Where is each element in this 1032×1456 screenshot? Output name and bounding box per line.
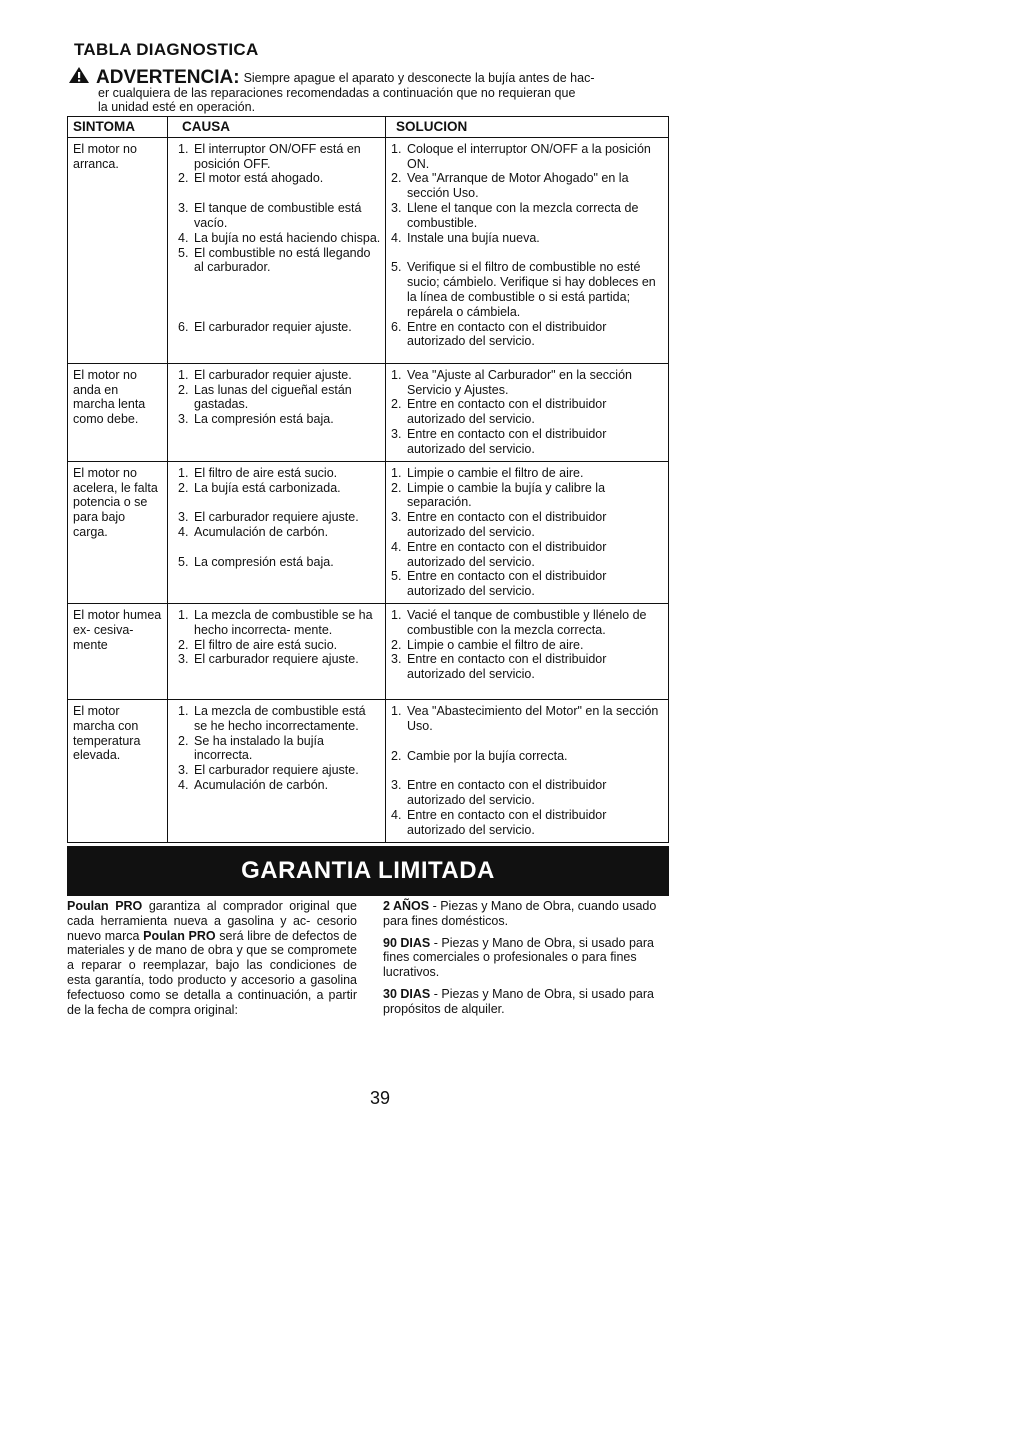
warning-text-line1: Siempre apague el aparato y desconecte la bujía antes de hac- [243, 71, 595, 85]
solucion-cell: 1. Limpie o cambie el filtro de aire. 2. Limpie o cambie la bujía y calibre la separación. 3. Entre en contacto con el distribuidor autorizado del servicio. 4. Entre en contacto con el distribuidor autorizado del servicio. 5. Entre en contacto con el distribuidor autorizado del servicio. [386, 461, 669, 603]
warning-triangle-icon [68, 66, 90, 84]
warranty-term [383, 899, 671, 929]
warranty-term [383, 936, 671, 980]
solucion-item: Vea "Arranque de Motor Ahogado" en la sección Uso. [407, 171, 629, 201]
causa-cell: 1. La mezcla de combustible está se he hecho incorrectamente. 2. Se ha instalado la bujía incorrecta. 3. El carburador requiere ajuste. 4. Acumulación de carbón. [168, 699, 386, 842]
causa-cell: 1. El interruptor ON/OFF está en posición OFF. 2. El motor está ahogado. 3. El tanque de combustible está vacío. 4. La bujía no está haciendo chispa. 5. El combustible no está llegando al carburador. 6. El carburador requier ajuste. [168, 137, 386, 363]
warranty-intro-text-a: garantiza al comprador original que cada herramienta nueva a gasolina y ac- cesorio nuevo marca [67, 899, 357, 943]
causa-item: La mezcla de combustible está se he hecho incorrectamente. [194, 703, 366, 733]
causa-item: El interruptor ON/OFF está en posición OFF. [194, 141, 361, 171]
term-text: - Piezas y Mano de Obra, cuando usado para fines domésticos. [383, 899, 657, 928]
causa-item: El tanque de combustible está vacío. [194, 201, 362, 230]
table-row [68, 137, 669, 363]
solucion-cell: 1. Vacié el tanque de combustible y llénelo de combustible con la mezcla correcta. 2. Limpie o cambie el filtro de aire. 3. Entre en contacto con el distribuidor autorizado del servicio. [386, 603, 669, 699]
causa-item: El carburador requier ajuste. [194, 320, 352, 335]
causa-item: La bujía está carbonizada. [194, 480, 341, 495]
causa-item: El filtro de aire está sucio. [194, 637, 338, 652]
warning-text-line2: er cualquiera de las reparaciones recomendadas a continuación que no requieran que [98, 85, 576, 100]
warranty-banner: GARANTIA LIMITADA [67, 846, 669, 896]
term-text: - Piezas y Mano de Obra, si usado para propósitos de alquiler. [383, 986, 654, 1016]
causa-item: El carburador requiere ajuste. [194, 652, 359, 667]
causa-item: El motor está ahogado. [194, 171, 324, 186]
solucion-item: Entre en contacto con el distribuidor autorizado del servicio. [407, 397, 607, 427]
term-label: 90 DIAS [383, 935, 431, 950]
table-row [68, 461, 669, 603]
sintoma-cell: El motor no acelera, le falta potencia o se para bajo carga. [68, 461, 168, 603]
header-causa: CAUSA [168, 117, 386, 138]
solucion-item: Cambie por la bujía correcta. [407, 748, 568, 763]
warranty-intro [67, 899, 357, 1017]
causa-item: Se ha instalado la bujía incorrecta. [194, 733, 324, 763]
sintoma-cell: El motor humea ex- cesiva- mente [68, 603, 168, 699]
causa-cell: 1. El carburador requier ajuste. 2. Las lunas del cigueñal están gastadas. 3. La compresión está baja. [168, 363, 386, 461]
table-row [68, 363, 669, 461]
solucion-item: Entre en contacto con el distribuidor autorizado del servicio. [407, 539, 607, 569]
causa-item: El filtro de aire está sucio. [194, 465, 338, 480]
causa-item: El carburador requiere ajuste. [194, 763, 359, 778]
solucion-item: Entre en contacto con el distribuidor autorizado del servicio. [407, 778, 607, 808]
term-text: - Piezas y Mano de Obra, si usado para fines comerciales o profesionales o para fines lucrativos. [383, 935, 654, 980]
warning-text-line3: la unidad esté en operación. [98, 100, 256, 114]
causa-item: La compresión está baja. [194, 412, 334, 427]
term-label: 30 DIAS [383, 986, 431, 1001]
solucion-item: Limpie o cambie la bujía y calibre la separación. [407, 480, 606, 510]
warranty-term [383, 987, 671, 1017]
solucion-item: Vea "Abastecimiento del Motor" en la sección Uso. [407, 703, 659, 733]
brand-name: Poulan PRO [143, 928, 216, 943]
solucion-cell: 1. Coloque el interruptor ON/OFF a la posición ON. 2. Vea "Arranque de Motor Ahogado" en la sección Uso. 3. Llene el tanque con la mezcla correcta de combustible. 4. Instale una bujía nueva. 5. Verifique si el filtro de combustible no esté sucio; cámbielo. Verifique si hay dobleces en la línea de combustible o si está partida; repárela o cámbiela. 6. Entre en contacto con el distribuidor autorizado del servicio. [386, 137, 669, 363]
sintoma-cell: El motor no arranca. [68, 137, 168, 363]
solucion-item: Limpie o cambie el filtro de aire. [407, 637, 584, 652]
causa-item: La bujía no está haciendo chispa. [194, 230, 381, 245]
page-title: TABLA DIAGNOSTICA [74, 40, 259, 59]
causa-item: El carburador requier ajuste. [194, 367, 352, 382]
solucion-cell: 1. Vea "Abastecimiento del Motor" en la sección Uso. 2. Cambie por la bujía correcta. 3. Entre en contacto con el distribuidor autorizado del servicio. 4. Entre en contacto con el distribuidor autorizado del servicio. [386, 699, 669, 842]
causa-cell: 1. La mezcla de combustible se ha hecho incorrecta- mente. 2. El filtro de aire está sucio. 3. El carburador requiere ajuste. [168, 603, 386, 699]
causa-item: El combustible no está llegando al carburador. [194, 245, 371, 275]
causa-cell: 1. El filtro de aire está sucio. 2. La bujía está carbonizada. 3. El carburador requiere ajuste. 4. Acumulación de carbón. 5. La compresión está baja. [168, 461, 386, 603]
solucion-cell: 1. Vea "Ajuste al Carburador" en la sección Servicio y Ajustes. 2. Entre en contacto con el distribuidor autorizado del servicio. 3. Entre en contacto con el distribuidor autorizado del servicio. [386, 363, 669, 461]
solucion-item: Entre en contacto con el distribuidor autorizado del servicio. [407, 426, 607, 456]
warranty-intro-text-b: será libre de defectos de materiales y de mano de obra y que se compromete a reparar o reemplazar, bajo las condiciones de esta garantía, todo producto y accesorio a gasolina fefectuoso como se detalla a continuación, a partir de la fecha de compra original: [67, 928, 357, 1017]
causa-item: La compresión está baja. [194, 554, 334, 569]
solucion-item: Coloque el interruptor ON/OFF a la posición ON. [407, 141, 651, 171]
causa-item: El carburador requiere ajuste. [194, 510, 359, 525]
term-label: 2 AÑOS [383, 899, 430, 913]
table-row [68, 699, 669, 842]
warranty-terms [383, 899, 671, 1024]
table-row [68, 603, 669, 699]
solucion-item: Llene el tanque con la mezcla correcta de combustible. [407, 200, 639, 230]
solucion-item: Entre en contacto con el distribuidor autorizado del servicio. [407, 807, 607, 837]
causa-item: Acumulación de carbón. [194, 777, 329, 792]
causa-item: Las lunas del cigueñal están gastadas. [194, 382, 352, 412]
solucion-item: Entre en contacto con el distribuidor autorizado del servicio. [407, 510, 607, 539]
solucion-item: Entre en contacto con el distribuidor autorizado del servicio. [407, 652, 607, 682]
brand-name: Poulan PRO [67, 899, 143, 913]
warning-label: ADVERTENCIA: [96, 67, 240, 88]
sintoma-cell: El motor marcha con temperatura elevada. [68, 699, 168, 842]
causa-item: La mezcla de combustible se ha hecho incorrecta- mente. [194, 607, 373, 637]
solucion-item: Entre en contacto con el distribuidor autorizado del servicio. [407, 569, 607, 599]
solucion-item: Instale una bujía nueva. [407, 230, 540, 245]
warning-block [68, 66, 648, 115]
solucion-item: Limpie o cambie el filtro de aire. [407, 465, 584, 480]
table-header-row [68, 117, 669, 138]
header-sintoma: SINTOMA [68, 117, 168, 138]
solucion-item: Vacié el tanque de combustible y llénelo de combustible con la mezcla correcta. [407, 607, 647, 637]
diagnostic-table [67, 116, 669, 843]
solucion-item: Verifique si el filtro de combustible no esté sucio; cámbielo. Verifique si hay dobleces en la línea de combustible o si está partida; repárela o cámbiela. [407, 260, 656, 319]
page-number: 39 [369, 1088, 391, 1108]
solucion-item: Vea "Ajuste al Carburador" en la sección Servicio y Ajustes. [407, 367, 632, 397]
sintoma-cell: El motor no anda en marcha lenta como debe. [68, 363, 168, 461]
header-solucion: SOLUCION [386, 117, 669, 138]
solucion-item: Entre en contacto con el distribuidor autorizado del servicio. [407, 319, 607, 349]
causa-item: Acumulación de carbón. [194, 525, 329, 540]
